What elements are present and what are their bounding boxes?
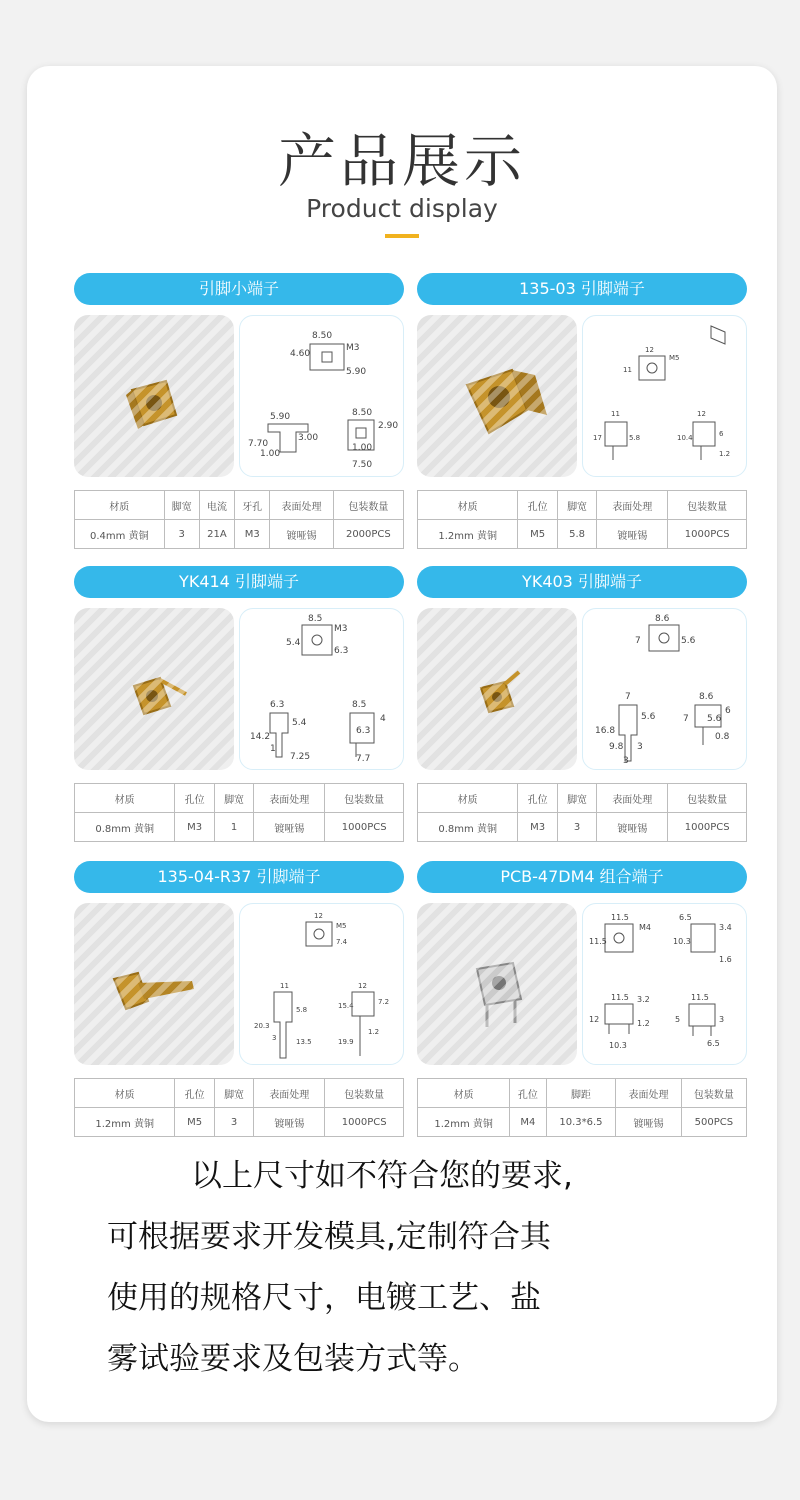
table-header: 材质 [418,491,518,520]
dim-label: 10.4 [677,434,693,442]
table-cell: M3 [235,520,270,549]
table-row [75,813,404,842]
table-cell: 21A [199,520,234,549]
dim-label: 4.60 [290,349,311,359]
table-cell: 镀哑锡 [597,520,668,549]
dim-label: 4 [380,714,386,724]
table-row [418,784,747,813]
dim-label: 7.25 [290,752,311,762]
dim-label: 7.70 [248,439,269,449]
product-photo [417,903,577,1065]
technical-drawing [239,608,404,770]
table-cell: 镀哑锡 [254,813,325,842]
dim-label: M4 [639,923,651,932]
product-title: YK403 引脚端子 [417,566,747,598]
dim-label: 6.3 [270,700,285,710]
product-block-2 [417,273,747,542]
table-header: 包装数量 [681,1079,746,1108]
table-header: 脚宽 [557,491,596,520]
dim-label: 6.5 [707,1039,720,1048]
table-header: 表面处理 [254,784,325,813]
dim-label: 3.4 [719,923,732,932]
dim-label: 8.50 [312,331,333,341]
dim-label: 5.6 [641,712,656,722]
dim-label: 11 [280,982,289,990]
table-header: 包装数量 [325,784,404,813]
table-header: 脚宽 [557,784,596,813]
table-cell: 10.3*6.5 [546,1108,616,1137]
brass-terminal-image [417,608,577,770]
table-row [418,491,747,520]
product-title: 引脚小端子 [74,273,404,305]
table-header: 脚宽 [214,784,253,813]
spec-table [417,490,747,549]
dim-label: M3 [334,624,348,634]
dim-label: 7 [635,636,641,646]
table-cell: 0.8mm 黄铜 [75,813,175,842]
dim-label: 11 [611,410,620,418]
product-title: 135-03 引脚端子 [417,273,747,305]
product-block-1 [74,273,404,542]
dim-label: 5.4 [292,718,307,728]
brass-terminal-image [74,608,234,770]
dim-label: 3.2 [637,995,650,1004]
product-title: 135-04-R37 引脚端子 [74,861,404,893]
table-header: 包装数量 [668,784,747,813]
table-row [75,491,404,520]
dim-label: 11 [623,366,632,374]
dim-label: 1.6 [719,955,732,964]
dimension-diagram [240,609,404,770]
dim-label: 13.5 [296,1038,312,1046]
table-cell: M5 [518,520,557,549]
spec-table [417,1078,747,1137]
table-header: 孔位 [510,1079,546,1108]
brass-terminal-image [74,315,234,477]
table-header: 材质 [75,1079,175,1108]
table-header: 牙孔 [235,491,270,520]
dim-label: M3 [346,343,360,353]
table-row [75,1108,404,1137]
dim-label: 16.8 [595,726,616,736]
table-header: 包装数量 [325,1079,404,1108]
title-underline [385,234,419,238]
dim-label: 1.2 [637,1019,650,1028]
table-cell: 镀哑锡 [254,1108,325,1137]
product-title: PCB-47DM4 组合端子 [417,861,747,893]
table-header: 包装数量 [668,491,747,520]
table-cell: 1.2mm 黄铜 [75,1108,175,1137]
dim-label: 1.2 [368,1028,380,1036]
technical-drawing [582,903,747,1065]
product-block-4 [417,566,747,835]
dim-label: 3 [719,1015,725,1024]
table-header: 表面处理 [254,1079,325,1108]
product-photo [74,903,234,1065]
dim-label: 5.6 [681,636,696,646]
dim-label: 7 [625,692,631,702]
custom-note [107,1146,727,1390]
dim-label: 12 [645,346,654,354]
dim-label: 19.9 [338,1038,354,1046]
dim-label: 8.6 [655,614,670,624]
table-cell: 3 [164,520,199,549]
product-photo [417,315,577,477]
dim-label: 8.5 [352,700,367,710]
table-row [418,813,747,842]
note-line: 雾试验要求及包装方式等。 [107,1341,479,1377]
dim-label: 17 [593,434,602,442]
dim-label: 6 [725,706,731,716]
dim-label: 1.2 [719,450,731,458]
dim-label: 5.8 [296,1006,308,1014]
table-cell: 1.2mm 黄铜 [418,1108,510,1137]
product-display-card [27,66,777,1422]
dim-label: 5.8 [629,434,641,442]
table-cell: 0.8mm 黄铜 [418,813,518,842]
dim-label: 8.5 [308,614,323,624]
table-cell: 1000PCS [325,1108,404,1137]
dim-label: 3 [637,742,643,752]
spec-table [74,1078,404,1137]
table-row [75,784,404,813]
dim-label: 6.3 [334,646,349,656]
dim-label: 5.90 [270,412,291,422]
dim-label: 15.4 [338,1002,354,1010]
dim-label: 6.3 [356,726,371,736]
table-cell: 0.4mm 黄铜 [75,520,165,549]
dim-label: 7.4 [336,938,348,946]
dim-label: M5 [336,922,347,930]
dim-label: 7.2 [378,998,390,1006]
dim-label: 6 [719,430,724,438]
table-header: 表面处理 [270,491,333,520]
note-line: 以上尺寸如不符合您的要求, [191,1158,573,1194]
technical-drawing [582,608,747,770]
dimension-diagram [240,316,404,477]
table-header: 材质 [75,784,175,813]
table-header: 脚宽 [214,1079,253,1108]
dim-label: 14.2 [250,732,271,742]
dimension-diagram [583,904,747,1065]
dim-label: 6.5 [679,913,692,922]
table-cell: 1000PCS [668,520,747,549]
dim-label: 7.7 [356,754,371,764]
table-header: 材质 [75,491,165,520]
table-row [418,1108,747,1137]
dim-label: 8.6 [699,692,714,702]
dim-label: 12 [589,1015,600,1024]
dim-label: 5 [675,1015,681,1024]
dimension-diagram [583,316,747,477]
table-header: 脚宽 [164,491,199,520]
table-header: 表面处理 [597,491,668,520]
table-header: 孔位 [175,784,214,813]
table-cell: 3 [214,1108,253,1137]
dim-label: 2.90 [378,421,399,431]
table-cell: M3 [518,813,557,842]
product-photo [74,608,234,770]
product-block-3 [74,566,404,835]
table-header: 表面处理 [616,1079,681,1108]
table-cell: 1000PCS [668,813,747,842]
dim-label: 10.3 [609,1041,627,1050]
table-cell: 1000PCS [325,813,404,842]
note-line: 使用的规格尺寸，电镀工艺、盐 [107,1280,541,1316]
spec-table [74,490,404,549]
product-photo [74,315,234,477]
dim-label: 3.00 [298,433,319,443]
dim-label: 0.8 [715,732,730,742]
table-row [418,520,747,549]
table-header: 材质 [418,784,518,813]
table-header: 孔位 [518,784,557,813]
table-cell: 3 [557,813,596,842]
dim-label: 11.5 [691,993,709,1002]
dimension-diagram [240,904,404,1065]
table-cell: 镀哑锡 [616,1108,681,1137]
dim-label: 12 [314,912,323,920]
brass-terminal-image [74,903,234,1065]
technical-drawing [239,315,404,477]
table-header: 脚距 [546,1079,616,1108]
spec-table [417,783,747,842]
table-cell: 1.2mm 黄铜 [418,520,518,549]
product-block-5 [74,861,404,1130]
product-photo [417,608,577,770]
table-cell: M4 [510,1108,546,1137]
table-header: 材质 [418,1079,510,1108]
table-cell: 1 [214,813,253,842]
dim-label: 5.6 [707,714,722,724]
dim-label: 20.3 [254,1022,270,1030]
table-cell: M5 [175,1108,214,1137]
dim-label: 7 [683,714,689,724]
product-block-6 [417,861,747,1130]
dim-label: 1.00 [260,449,281,459]
table-row [75,520,404,549]
dim-label: 11.5 [589,937,607,946]
dim-label: 1.00 [352,443,373,453]
table-cell: 2000PCS [333,520,403,549]
technical-drawing [582,315,747,477]
product-title: YK414 引脚端子 [74,566,404,598]
dim-label: 12 [358,982,367,990]
note-line: 可根据要求开发模具,定制符合其 [107,1219,551,1255]
dim-label: M5 [669,354,680,362]
dim-label: 9.8 [609,742,624,752]
dim-label: 3 [272,1034,277,1042]
dim-label: 11.5 [611,993,629,1002]
table-header: 孔位 [518,491,557,520]
tin-terminal-image [417,903,577,1065]
spec-table [74,783,404,842]
table-cell: 镀哑锡 [270,520,333,549]
table-row [75,1079,404,1108]
table-cell: 镀哑锡 [597,813,668,842]
dim-label: 1 [270,744,276,754]
table-cell: M3 [175,813,214,842]
dim-label: 5.90 [346,367,367,377]
dim-label: 11.5 [611,913,629,922]
technical-drawing [239,903,404,1065]
table-cell: 500PCS [681,1108,746,1137]
page-subtitle: Product display [306,194,498,223]
table-header: 电流 [199,491,234,520]
table-cell: 5.8 [557,520,596,549]
dimension-diagram [583,609,747,770]
table-header: 孔位 [175,1079,214,1108]
dim-label: 8.50 [352,408,373,418]
dim-label: 3 [623,756,629,766]
dim-label: 7.50 [352,460,373,470]
page-title: 产品展示 [277,127,526,195]
table-row [418,1079,747,1108]
dim-label: 12 [697,410,706,418]
table-header: 包装数量 [333,491,403,520]
dim-label: 10.3 [673,937,691,946]
dim-label: 5.4 [286,638,301,648]
brass-terminal-image [417,315,577,477]
table-header: 表面处理 [597,784,668,813]
